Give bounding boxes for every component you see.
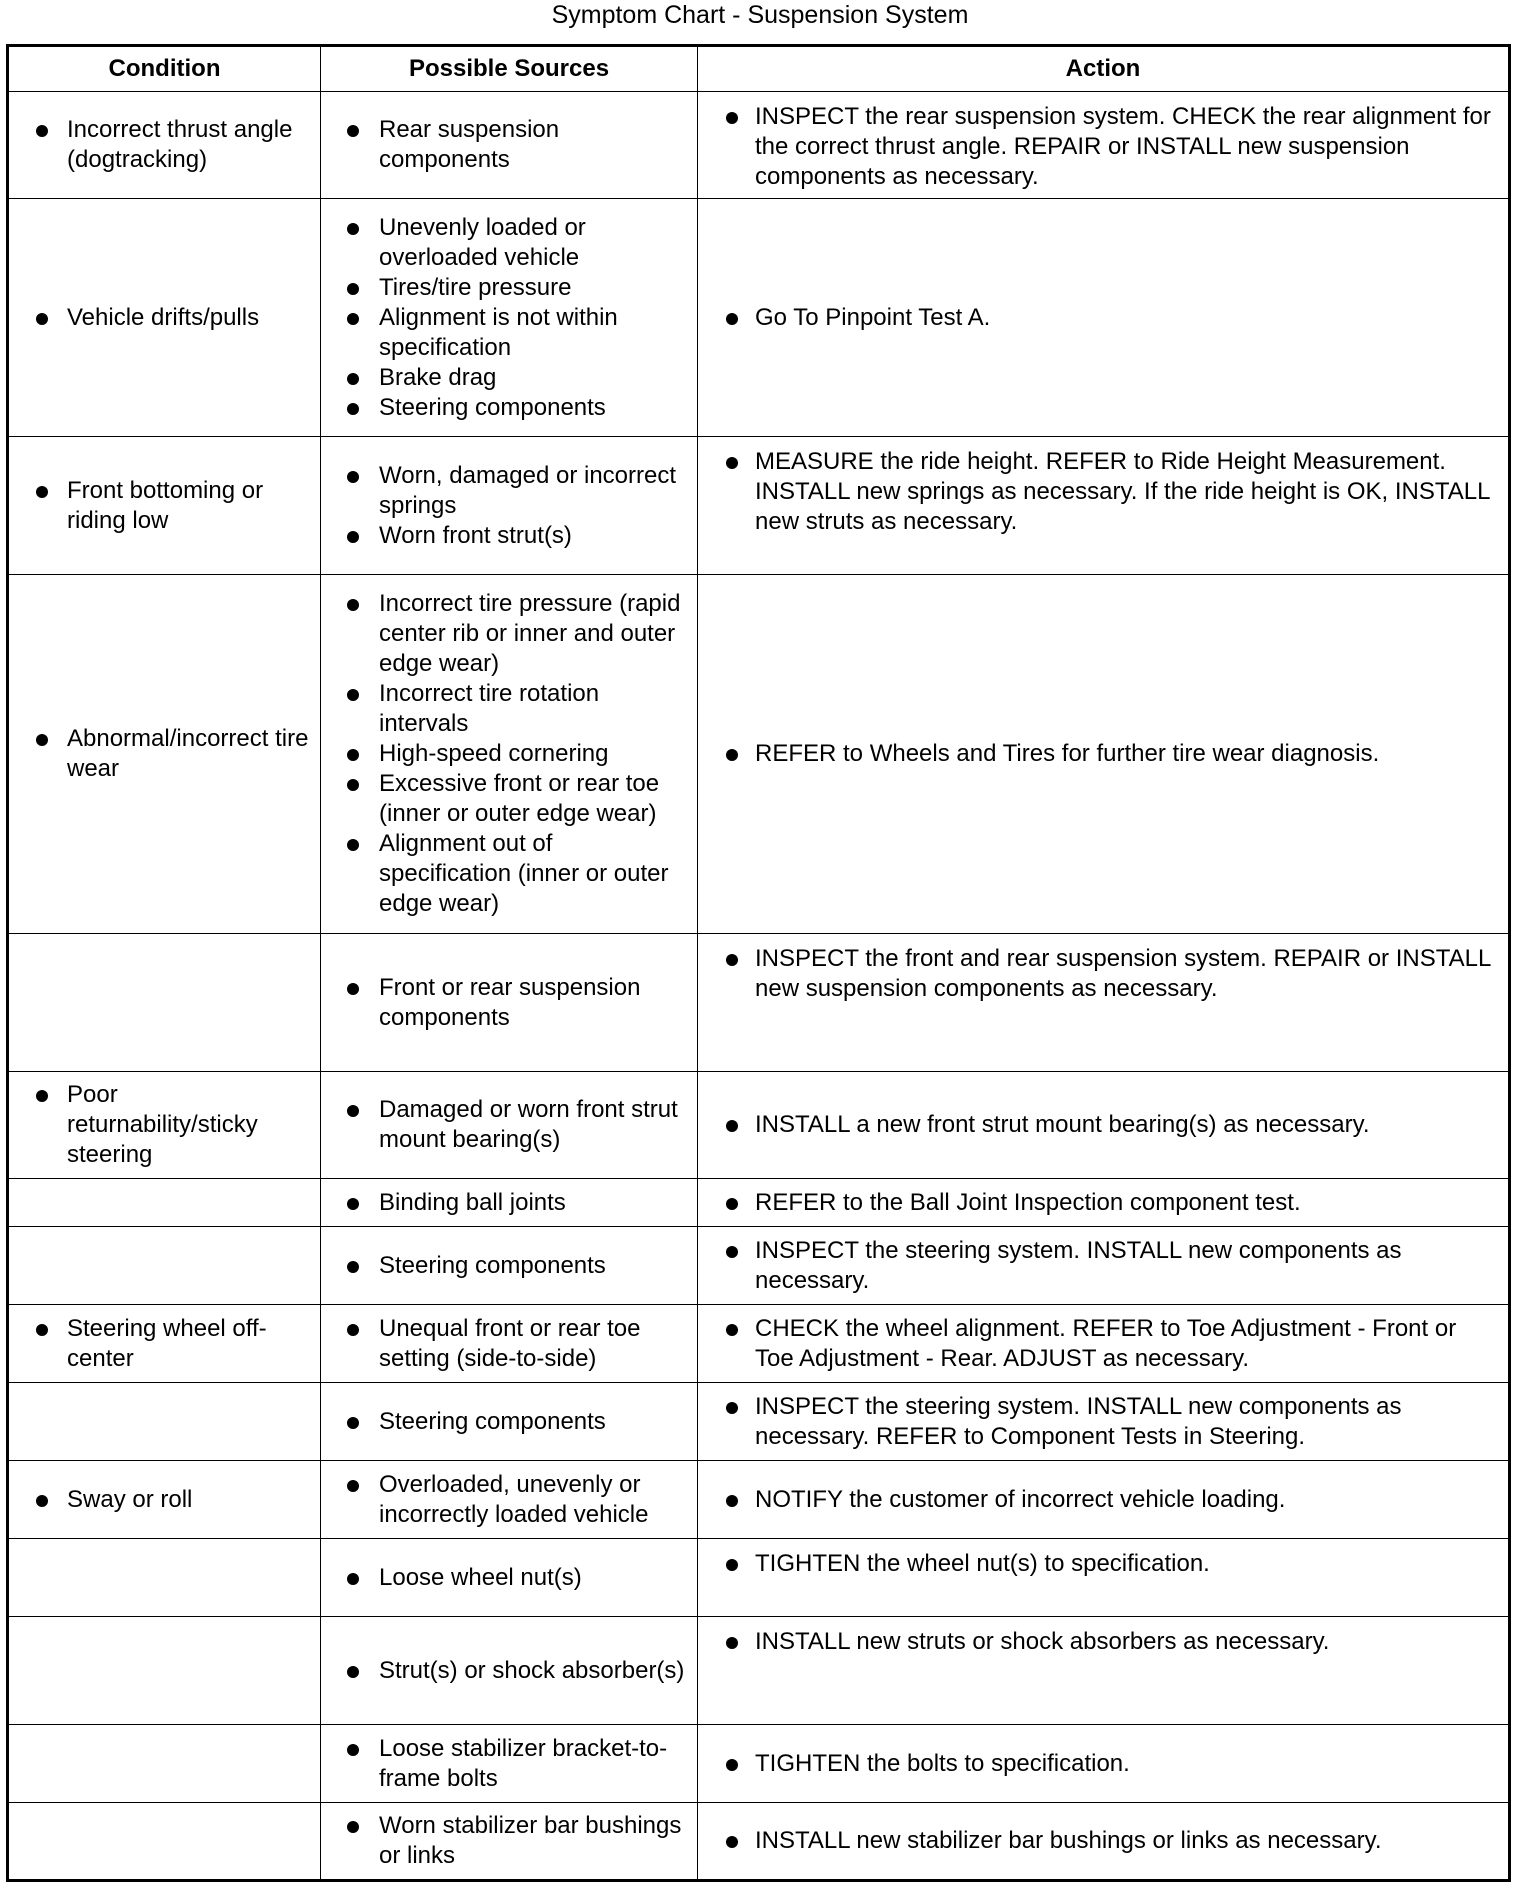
source-item: Overloaded, unevenly or incorrectly loaded vehicle bbox=[321, 1470, 691, 1530]
source-item: Rear suspension components bbox=[321, 115, 691, 175]
action-text: REFER to Wheels and Tires for further tire wear diagnosis. bbox=[698, 739, 1502, 769]
table-row bbox=[8, 1461, 1510, 1539]
source-item: Worn stabilizer bar bushings or links bbox=[321, 1811, 691, 1871]
table-row bbox=[8, 1305, 1510, 1383]
action-text: INSPECT the steering system. INSTALL new components as necessary. REFER to Component Tests in Steering. bbox=[698, 1392, 1502, 1452]
table-body bbox=[8, 92, 1510, 1881]
table-row bbox=[8, 1725, 1510, 1803]
condition-cell bbox=[8, 1725, 321, 1803]
action-text: INSTALL new struts or shock absorbers as necessary. bbox=[698, 1627, 1502, 1657]
action-cell bbox=[698, 199, 1510, 437]
source-item: Worn front strut(s) bbox=[321, 521, 691, 551]
header-possible-sources: Possible Sources bbox=[321, 46, 698, 92]
possible-sources-cell bbox=[321, 1072, 698, 1179]
action-cell bbox=[698, 934, 1510, 1072]
condition-cell bbox=[8, 1383, 321, 1461]
symptom-table bbox=[6, 44, 1511, 1882]
table-row bbox=[8, 1617, 1510, 1725]
possible-sources-cell bbox=[321, 199, 698, 437]
action-cell bbox=[698, 1072, 1510, 1179]
table-row bbox=[8, 1539, 1510, 1617]
action-cell bbox=[698, 1383, 1510, 1461]
possible-sources-cell bbox=[321, 1383, 698, 1461]
condition-cell bbox=[8, 1803, 321, 1881]
condition-cell bbox=[8, 1539, 321, 1617]
table-row bbox=[8, 1179, 1510, 1227]
source-item: Loose stabilizer bracket-to-frame bolts bbox=[321, 1734, 691, 1794]
action-text: TIGHTEN the wheel nut(s) to specification. bbox=[698, 1549, 1502, 1579]
possible-sources-cell bbox=[321, 437, 698, 575]
action-text: INSTALL new stabilizer bar bushings or links as necessary. bbox=[698, 1826, 1502, 1856]
source-item: Strut(s) or shock absorber(s) bbox=[321, 1656, 691, 1686]
action-text: Go To Pinpoint Test A. bbox=[698, 303, 1502, 333]
action-text: INSPECT the steering system. INSTALL new components as necessary. bbox=[698, 1236, 1502, 1296]
condition-text: Sway or roll bbox=[9, 1485, 314, 1515]
action-text: INSPECT the front and rear suspension system. REPAIR or INSTALL new suspension components as necessary. bbox=[698, 944, 1502, 1004]
action-text: NOTIFY the customer of incorrect vehicle loading. bbox=[698, 1485, 1502, 1515]
possible-sources-cell bbox=[321, 1227, 698, 1305]
source-item: Loose wheel nut(s) bbox=[321, 1563, 691, 1593]
source-item: Incorrect tire pressure (rapid center rib or inner and outer edge wear) bbox=[321, 589, 691, 679]
source-item: Unequal front or rear toe setting (side-to-side) bbox=[321, 1314, 691, 1374]
action-cell bbox=[698, 575, 1510, 934]
condition-cell bbox=[8, 1227, 321, 1305]
action-cell bbox=[698, 437, 1510, 575]
header-action: Action bbox=[698, 46, 1510, 92]
condition-cell bbox=[8, 1461, 321, 1539]
condition-text: Abnormal/incorrect tire wear bbox=[9, 724, 314, 784]
header-condition: Condition bbox=[8, 46, 321, 92]
possible-sources-cell bbox=[321, 1305, 698, 1383]
action-text: CHECK the wheel alignment. REFER to Toe Adjustment - Front or Toe Adjustment - Rear. ADJUST as necessary. bbox=[698, 1314, 1502, 1374]
condition-text: Steering wheel off-center bbox=[9, 1314, 314, 1374]
table-row bbox=[8, 1803, 1510, 1881]
condition-text: Vehicle drifts/pulls bbox=[9, 303, 314, 333]
possible-sources-cell bbox=[321, 934, 698, 1072]
source-item: Binding ball joints bbox=[321, 1188, 691, 1218]
source-item: Damaged or worn front strut mount bearing(s) bbox=[321, 1095, 691, 1155]
possible-sources-cell bbox=[321, 1461, 698, 1539]
chart-title: Symptom Chart - Suspension System bbox=[551, 1, 969, 29]
action-cell bbox=[698, 1539, 1510, 1617]
condition-cell bbox=[8, 1072, 321, 1179]
source-item: Alignment out of specification (inner or outer edge wear) bbox=[321, 829, 691, 919]
condition-cell bbox=[8, 934, 321, 1072]
possible-sources-cell bbox=[321, 575, 698, 934]
action-cell bbox=[698, 1725, 1510, 1803]
source-item: Front or rear suspension components bbox=[321, 973, 691, 1033]
source-item: Unevenly loaded or overloaded vehicle bbox=[321, 213, 691, 273]
action-text: MEASURE the ride height. REFER to Ride Height Measurement. INSTALL new springs as necessary. If the ride height is OK, INSTALL new struts as necessary. bbox=[698, 447, 1502, 537]
table-row bbox=[8, 199, 1510, 437]
table-row bbox=[8, 934, 1510, 1072]
source-item: Steering components bbox=[321, 393, 691, 423]
source-item: Tires/tire pressure bbox=[321, 273, 691, 303]
action-text: REFER to the Ball Joint Inspection component test. bbox=[698, 1188, 1502, 1218]
possible-sources-cell bbox=[321, 1617, 698, 1725]
possible-sources-cell bbox=[321, 92, 698, 199]
possible-sources-cell bbox=[321, 1725, 698, 1803]
source-item: Brake drag bbox=[321, 363, 691, 393]
action-cell bbox=[698, 1227, 1510, 1305]
source-item: Steering components bbox=[321, 1251, 691, 1281]
action-cell bbox=[698, 1617, 1510, 1725]
possible-sources-cell bbox=[321, 1803, 698, 1881]
source-item: Steering components bbox=[321, 1407, 691, 1437]
condition-cell bbox=[8, 1305, 321, 1383]
condition-text: Poor returnability/sticky steering bbox=[9, 1080, 314, 1170]
action-text: INSTALL a new front strut mount bearing(s) as necessary. bbox=[698, 1110, 1502, 1140]
source-item: High-speed cornering bbox=[321, 739, 691, 769]
table-row bbox=[8, 575, 1510, 934]
condition-text: Front bottoming or riding low bbox=[9, 476, 314, 536]
action-text: INSPECT the rear suspension system. CHECK the rear alignment for the correct thrust angle. REPAIR or INSTALL new suspension components as necessary. bbox=[698, 102, 1502, 192]
condition-cell bbox=[8, 1617, 321, 1725]
header-row bbox=[8, 46, 1510, 92]
table-row bbox=[8, 1227, 1510, 1305]
condition-text: Incorrect thrust angle (dogtracking) bbox=[9, 115, 314, 175]
condition-cell bbox=[8, 437, 321, 575]
condition-cell bbox=[8, 199, 321, 437]
action-cell bbox=[698, 1305, 1510, 1383]
condition-cell bbox=[8, 575, 321, 934]
table-row bbox=[8, 437, 1510, 575]
condition-cell bbox=[8, 1179, 321, 1227]
source-item: Worn, damaged or incorrect springs bbox=[321, 461, 691, 521]
possible-sources-cell bbox=[321, 1179, 698, 1227]
condition-cell bbox=[8, 92, 321, 199]
source-item: Excessive front or rear toe (inner or outer edge wear) bbox=[321, 769, 691, 829]
action-text: TIGHTEN the bolts to specification. bbox=[698, 1749, 1502, 1779]
table-row bbox=[8, 1072, 1510, 1179]
possible-sources-cell bbox=[321, 1539, 698, 1617]
action-cell bbox=[698, 1179, 1510, 1227]
action-cell bbox=[698, 1803, 1510, 1881]
action-cell bbox=[698, 92, 1510, 199]
table-row bbox=[8, 92, 1510, 199]
table-row bbox=[8, 1383, 1510, 1461]
source-item: Alignment is not within specification bbox=[321, 303, 691, 363]
source-item: Incorrect tire rotation intervals bbox=[321, 679, 691, 739]
action-cell bbox=[698, 1461, 1510, 1539]
